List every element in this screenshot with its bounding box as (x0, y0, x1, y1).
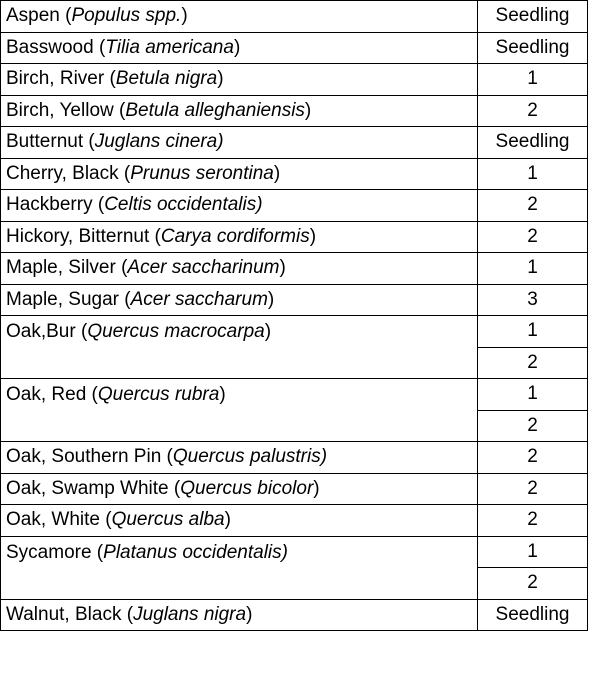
table-row (1, 64, 588, 96)
closing-paren: ) (304, 99, 312, 121)
common-name: Oak, White ( (6, 509, 112, 531)
closing-paren: ) (264, 321, 272, 342)
value-cell: 2 (478, 473, 588, 505)
table-row (1, 190, 588, 222)
latin-name: Prunus serontina (130, 162, 274, 184)
table-row (1, 536, 588, 568)
latin-name: Acer saccharinum (127, 257, 280, 279)
value-cell: 2 (478, 347, 588, 379)
species-name-cell (1, 190, 478, 222)
latin-name: Juglans cinera) (94, 131, 224, 153)
species-name-cell (1, 505, 478, 537)
common-name: Hickory, Bitternut ( (6, 225, 161, 247)
species-name-cell (1, 379, 478, 442)
value-cell: 1 (478, 379, 588, 411)
species-name-cell (1, 64, 478, 96)
value-cell: 1 (478, 316, 588, 348)
value-cell: 2 (478, 505, 588, 537)
value-cell: 2 (478, 568, 588, 600)
latin-name: Acer saccharum (130, 288, 268, 310)
value-cell: Seedling (478, 1, 588, 33)
table-row (1, 32, 588, 64)
common-name: Oak, Swamp White ( (6, 477, 181, 499)
closing-paren: ) (267, 288, 275, 310)
common-name: Aspen ( (6, 5, 72, 27)
species-name-cell (1, 442, 478, 474)
species-name-cell (1, 599, 478, 631)
closing-paren: ) (273, 162, 281, 184)
latin-name: Populus spp. (71, 5, 182, 27)
latin-name: Quercus alba (111, 509, 225, 531)
latin-name: Platanus occidentalis) (103, 541, 288, 563)
value-cell: 2 (478, 410, 588, 442)
common-name: Walnut, Black ( (6, 603, 134, 625)
value-cell: 1 (478, 64, 588, 96)
common-name: Hackberry ( (6, 194, 105, 216)
common-name: Maple, Silver ( (6, 257, 128, 279)
closing-paren: ) (246, 603, 253, 625)
value-cell: 1 (478, 253, 588, 285)
species-name-cell (1, 1, 478, 33)
value-cell: 3 (478, 284, 588, 316)
species-table-body (1, 1, 588, 631)
species-name-cell (1, 253, 478, 285)
table-row (1, 95, 588, 127)
common-name: Oak, Red ( (6, 384, 98, 405)
species-name-cell (1, 127, 478, 159)
species-name-cell (1, 95, 478, 127)
latin-name: Carya cordiformis (160, 225, 310, 247)
species-name-cell (1, 221, 478, 253)
table-row (1, 127, 588, 159)
species-name-cell (1, 158, 478, 190)
closing-paren: ) (217, 68, 224, 90)
table-row (1, 379, 588, 411)
value-cell: 1 (478, 536, 588, 568)
species-name-cell (1, 473, 478, 505)
latin-name: Quercus rubra (97, 384, 220, 405)
latin-name: Juglans nigra (133, 603, 247, 625)
common-name: Oak,Bur ( (6, 321, 88, 342)
closing-paren: ) (313, 477, 320, 499)
latin-name: Quercus palustris) (172, 446, 328, 468)
species-name-cell (1, 284, 478, 316)
closing-paren: ) (219, 384, 226, 405)
latin-name: Betula alleghaniensis (125, 99, 305, 121)
common-name: Oak, Southern Pin ( (6, 446, 173, 468)
common-name: Birch, River ( (6, 68, 116, 90)
value-cell: Seedling (478, 127, 588, 159)
table-row (1, 599, 588, 631)
table-row (1, 221, 588, 253)
closing-paren: ) (224, 509, 231, 531)
common-name: Sycamore ( (6, 541, 104, 563)
common-name: Maple, Sugar ( (6, 288, 131, 310)
common-name: Basswood ( (6, 36, 106, 58)
value-cell: 2 (478, 190, 588, 222)
common-name: Cherry, Black ( (6, 162, 131, 184)
latin-name: Tilia americana (105, 36, 234, 58)
latin-name: Quercus bicolor (180, 477, 314, 499)
closing-paren: ) (233, 36, 241, 58)
closing-paren: ) (181, 5, 188, 27)
value-cell: 2 (478, 95, 588, 127)
species-name-cell (1, 32, 478, 64)
table-row (1, 442, 588, 474)
closing-paren: ) (309, 225, 317, 247)
species-name-cell (1, 316, 478, 379)
latin-name: Betula nigra (115, 68, 218, 90)
table-row (1, 253, 588, 285)
value-cell: Seedling (478, 599, 588, 631)
common-name: Birch, Yellow ( (6, 99, 126, 121)
table-row (1, 158, 588, 190)
closing-paren: ) (279, 257, 286, 279)
value-cell: Seedling (478, 32, 588, 64)
latin-name: Celtis occidentalis) (104, 194, 263, 216)
table-row (1, 505, 588, 537)
table-row (1, 473, 588, 505)
latin-name: Quercus macrocarpa (87, 321, 265, 342)
value-cell: 2 (478, 221, 588, 253)
table-row (1, 1, 588, 33)
value-cell: 2 (478, 442, 588, 474)
value-cell: 1 (478, 158, 588, 190)
common-name: Butternut ( (6, 131, 95, 153)
table-row (1, 284, 588, 316)
table-row (1, 316, 588, 348)
species-name-cell (1, 536, 478, 599)
